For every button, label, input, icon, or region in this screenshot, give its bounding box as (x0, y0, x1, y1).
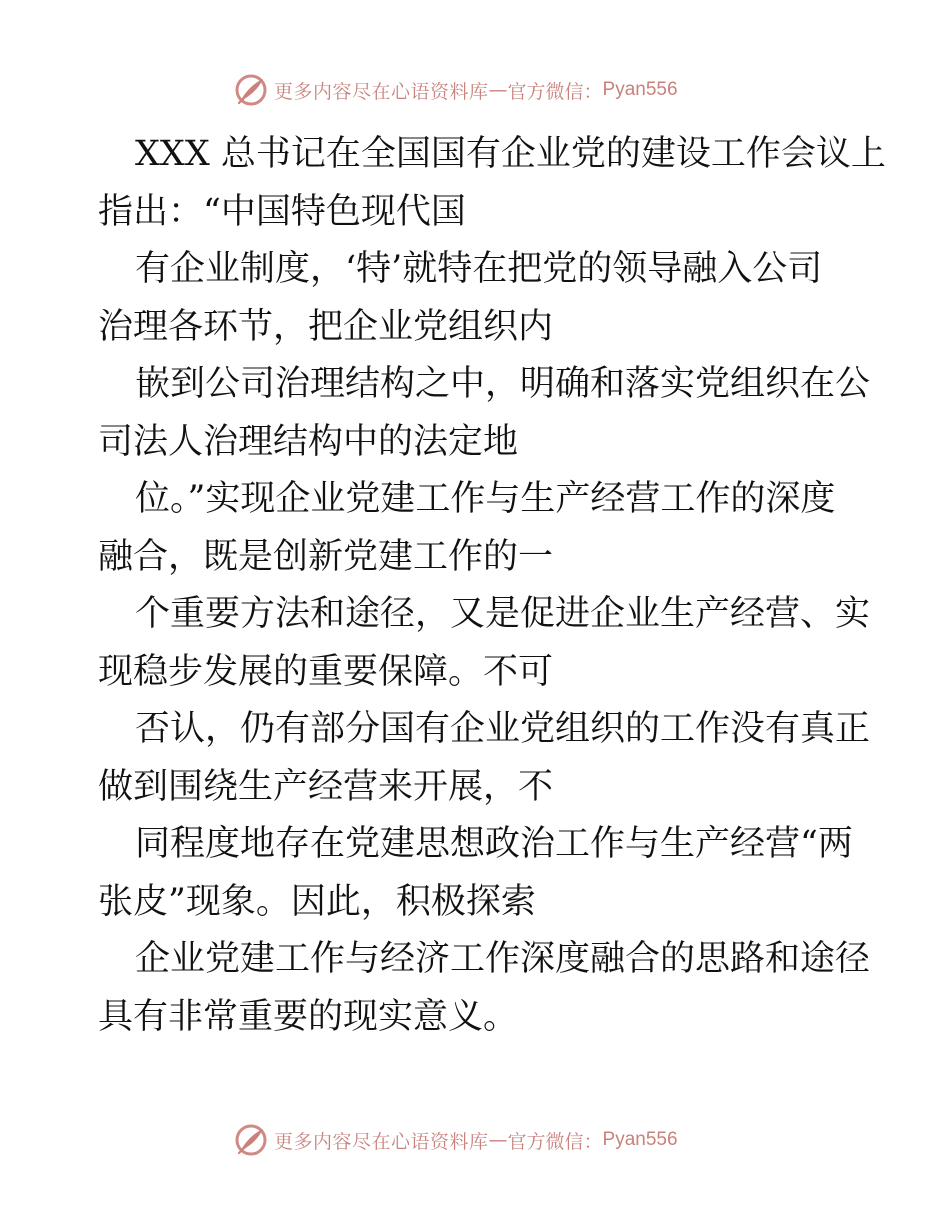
text-line: 做到围绕生产经营来开展，不 (98, 766, 554, 807)
banner-wechat-label: 官方微信： (507, 80, 603, 103)
header-banner (234, 72, 714, 108)
banner-text: 更多内容尽在心语资料库 (274, 80, 489, 103)
banner-separator: — (488, 1129, 508, 1151)
text-line: 嵌到公司治理结构之中，明确和落实党组织在公 (135, 364, 871, 404)
text-line: 司法人治理结构中的法定地 (98, 421, 519, 462)
banner-separator: — (488, 79, 508, 101)
text-line: 指出：“中国特色现代国 (98, 191, 466, 232)
banner-text: 更多内容尽在心语资料库 (274, 1130, 489, 1153)
text-line: 张皮”现象。因此，积极探索 (98, 881, 536, 922)
text-line: 具有非常重要的现实意义。 (98, 996, 519, 1037)
document-body (98, 126, 886, 1046)
text-line: 位。”实现企业党建工作与生产经营工作的深度 (135, 479, 836, 519)
footer-banner (234, 1122, 714, 1158)
banner-wechat-id: Pyan556 (602, 79, 678, 100)
text-line: 同程度地存在党建思想政治工作与生产经营“两 (135, 824, 853, 864)
text-line: 有企业制度，‘特’就特在把党的领导融入公司 (135, 249, 823, 289)
feather-quill-logo-icon (234, 73, 268, 107)
text-line: 治理各环节，把企业党组织内 (98, 306, 554, 347)
banner-wechat-label: 官方微信： (507, 1130, 603, 1153)
text-line: 企业党建工作与经济工作深度融合的思路和途径 (135, 939, 871, 979)
feather-quill-logo-icon (234, 1123, 268, 1157)
text-line: XXX 总书记在全国国有企业党的建设工作会议上 (135, 134, 886, 174)
text-line: 否认，仍有部分国有企业党组织的工作没有真正 (135, 709, 871, 749)
text-line: 融合，既是创新党建工作的一 (98, 536, 554, 577)
text-line: 个重要方法和途径，又是促进企业生产经营、实 (135, 594, 871, 634)
banner-wechat-id: Pyan556 (602, 1129, 678, 1150)
text-line: 现稳步发展的重要保障。不可 (98, 651, 554, 692)
